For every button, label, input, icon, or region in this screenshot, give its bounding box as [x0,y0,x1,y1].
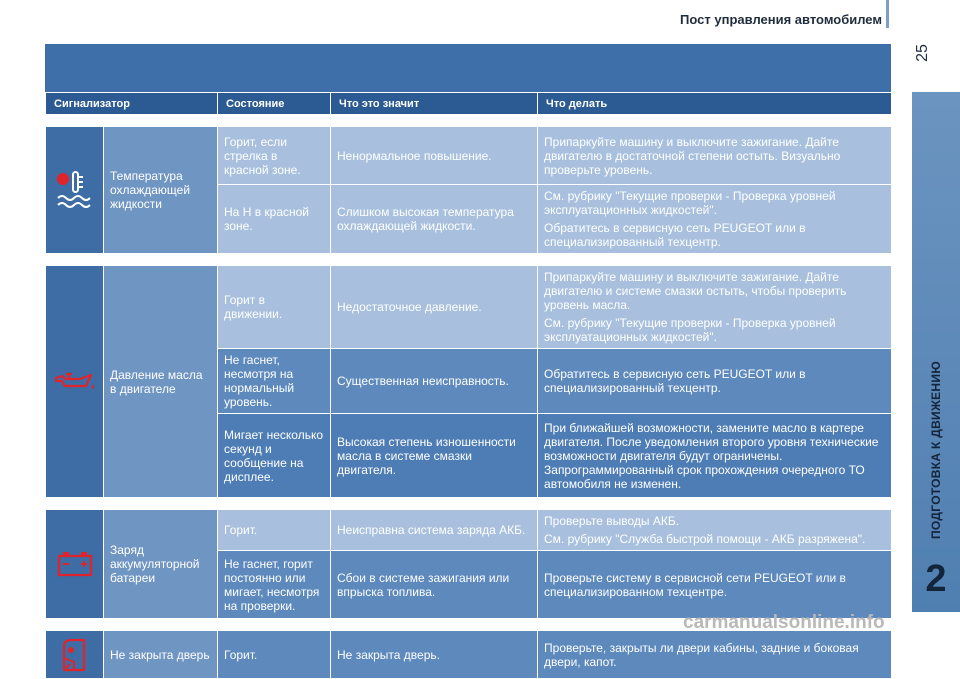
state-cell: Не гаснет, несмотря на нормальный уровень. [218,349,331,414]
signal-name: Заряд аккумуляторной батареи [104,510,218,619]
meaning-cell: Сбои в системе зажигания или впрыска топлива. [331,551,538,619]
warning-lights-table [45,92,892,679]
chapter-side-label: ПОДГОТОВКА К ДВИЖЕНИЮ [929,361,943,539]
action-cell [538,185,892,254]
action-cell [538,510,892,551]
meaning-cell: Слишком высокая температура охлаждающей жидкости. [331,185,538,254]
action-cell [538,266,892,349]
action-cell: Проверьте систему в сервисной сети PEUGEOT или в специализированном техцентре. [538,551,892,619]
door-open-icon [52,638,97,672]
door-icon-cell [46,631,104,679]
table-top-band [45,44,891,92]
header-meaning: Что это значит [331,93,538,115]
oil-pressure-icon [52,369,97,395]
table-row [46,266,892,349]
meaning-cell: Недостаточное давление. [331,266,538,349]
action-cell: При ближайшей возможности, замените масло в картере двигателя. После уведомления второго уровня технические возможности двигателя будут ограничены. Запрограммированный срок прохождения очередного ТО автомобиля не изменен. [538,414,892,498]
meaning-cell: Существенная неисправность. [331,349,538,414]
state-cell: Мигает несколько секунд и сообщение на дисплее. [218,414,331,498]
table-row [46,631,892,679]
oil-icon-cell [46,266,104,498]
signal-name: Не закрыта дверь [104,631,218,679]
meaning-cell: Неисправна система заряда АКБ. [331,510,538,551]
meaning-cell: Ненормальное повышение. [331,127,538,185]
watermark: carmanualsonline.info [683,612,885,633]
battery-icon [52,551,97,577]
header-signal: Сигнализатор [46,93,218,115]
action-cell: Припаркуйте машину и выключите зажигание. Дайте двигателю в достаточной степени остыть. Визуально проверьте уровень. [538,127,892,185]
coolant-icon-cell [46,127,104,254]
table-header-row [46,93,892,115]
action-line: См. рубрику "Текущие проверки - Проверка уровней эксплуатационных жидкостей". [544,316,836,344]
meaning-cell: Высокая степень изношенности масла в системе смазки двигателя. [331,414,538,498]
header-divider [886,0,889,28]
state-cell: Горит. [218,510,331,551]
page-header-title: Пост управления автомобилем [680,12,882,27]
action-line: См. рубрику "Текущие проверки - Проверка уровней эксплуатационных жидкостей". [544,189,836,217]
state-cell: Горит в движении. [218,266,331,349]
action-cell: Проверьте, закрыты ли двери кабины, задние и боковая двери, капот. [538,631,892,679]
battery-icon-cell [46,510,104,619]
coolant-temperature-icon [52,170,97,210]
header-state: Состояние [218,93,331,115]
table-row [46,127,892,185]
action-cell: Обратитесь в сервисную сеть PEUGEOT или в специализированный техцентр. [538,349,892,414]
action-line: Проверьте выводы АКБ. [544,514,680,528]
action-line: См. рубрику "Служба быстрой помощи - АКБ разряжена". [544,532,866,546]
header-action: Что делать [538,93,892,115]
state-cell: На H в красной зоне. [218,185,331,254]
table-row [46,510,892,551]
chapter-number: 2 [925,558,947,600]
action-line: Припаркуйте машину и выключите зажигание. Дайте двигателю и системе смазки остыть, чтобы проверить уровень масла. [544,270,847,312]
state-cell: Горит. [218,631,331,679]
signal-name: Давление масла в двигателе [104,266,218,498]
state-cell: Горит, если стрелка в красной зоне. [218,127,331,185]
page-number: 25 [914,44,931,62]
state-cell: Не гаснет, горит постоянно или мигает, несмотря на проверки. [218,551,331,619]
meaning-cell: Не закрыта дверь. [331,631,538,679]
action-line: Обратитесь в сервисную сеть PEUGEOT или в специализированный техцентр. [544,221,806,249]
signal-name: Температура охлаждающей жидкости [104,127,218,254]
